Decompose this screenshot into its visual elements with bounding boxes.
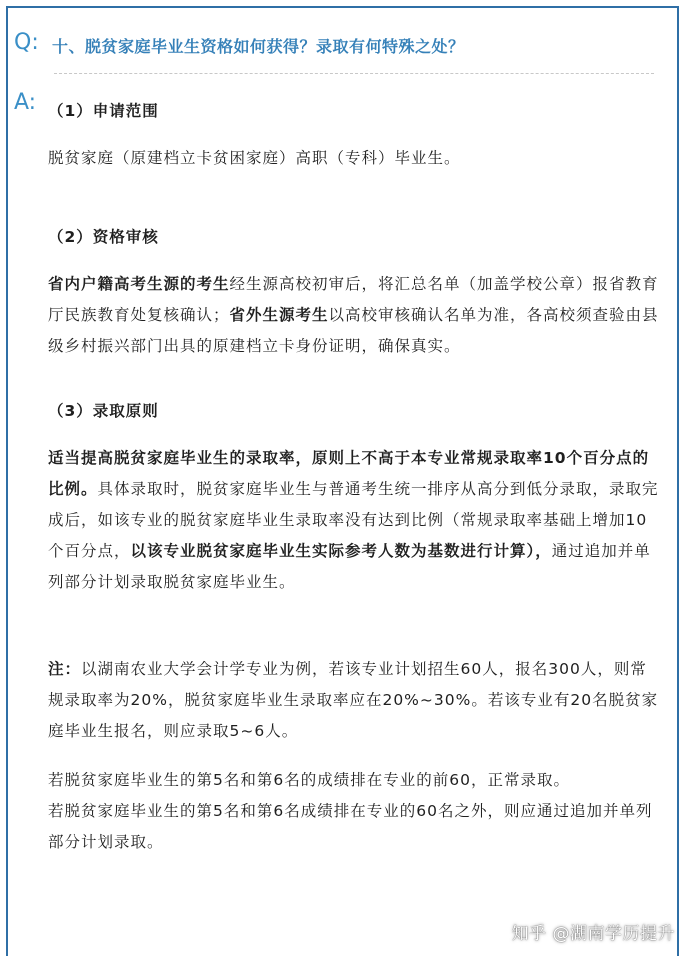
answer-marker: A:	[14, 90, 37, 115]
dashed-divider	[54, 73, 654, 74]
bold-in-province: 省内户籍高考生源的考生	[48, 275, 230, 293]
text-in-province: 经生源高校初审后，将汇总名单（加盖学校公章）报省教育厅民族教育处复核确认；	[48, 275, 659, 324]
section-text-scope: 脱贫家庭（原建档立卡贫困家庭）高职（专科）毕业生。	[48, 149, 461, 167]
bold-principle: 适当提高脱贫家庭毕业生的录取率，原则上不高于本专业常规录取率10个百分点的比例。	[48, 449, 650, 498]
text-out-province: 以高校审核确认名单为准，各高校须查验由县级乡村振兴部门出具的原建档立卡身份证明，确保真实。	[48, 306, 659, 355]
question-title: 十、脱贫家庭毕业生资格如何获得？录取有何特殊之处？	[52, 37, 465, 56]
note-paragraph	[48, 654, 660, 747]
paragraph-extra-admission: 若脱贫家庭毕业生的第5名和第6名成绩排在专业的60名之外，则应通过追加并单列部分计划录取。	[48, 802, 653, 851]
section-text-principle	[48, 443, 660, 598]
answer-body	[48, 94, 660, 858]
note-label: 注：	[48, 660, 82, 678]
section-heading-review: （2）资格审核	[48, 228, 159, 246]
paragraph-normal-admission: 若脱贫家庭毕业生的第5名和第6名的成绩排在专业的前60，正常录取。	[48, 771, 570, 789]
watermark: 知乎 @湖南学历提升	[511, 924, 675, 944]
section-heading-principle: （3）录取原则	[48, 402, 159, 420]
section-text-review	[48, 269, 660, 362]
question-marker: Q:	[14, 30, 39, 55]
bold-calculation: 以该专业脱贫家庭毕业生实际参考人数为基数进行计算），	[130, 542, 552, 560]
bold-out-province: 省外生源考生	[229, 306, 329, 324]
text-principle-2: 通过追加并单列部分计划录取脱贫家庭毕业生。	[48, 542, 651, 591]
note-text: 以湖南农业大学会计学专业为例，若该专业计划招生60人，报名300人，则常规录取率为20%，脱贫家庭毕业生录取率应在20%~30%。若该专业有20名脱贫家庭毕业生报名，则应录取5~6人。	[48, 660, 659, 740]
section-heading-scope: （1）申请范围	[48, 102, 159, 120]
text-principle-1: 具体录取时，脱贫家庭毕业生与普通考生统一排序从高分到低分录取，录取完成后，如该专业的脱贫家庭毕业生录取率没有达到比例（常规录取率基础上增加10个百分点，	[48, 480, 659, 560]
